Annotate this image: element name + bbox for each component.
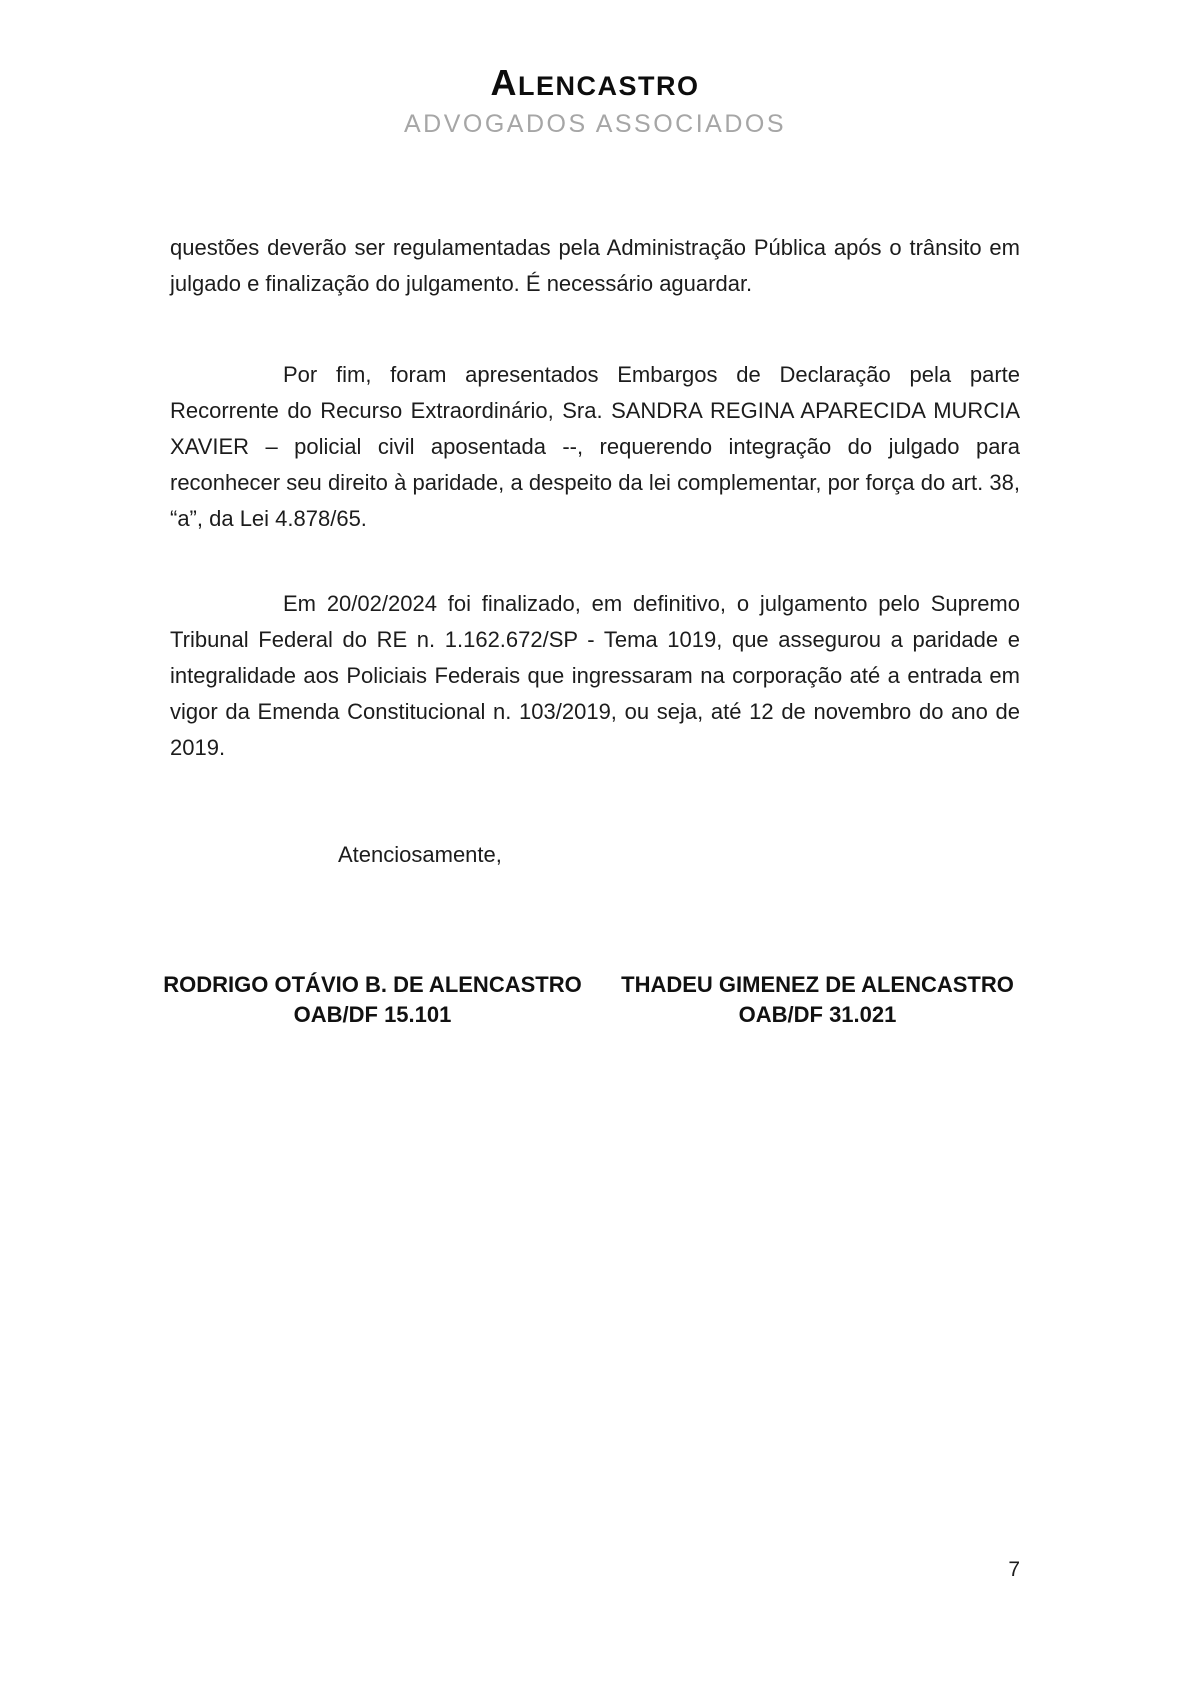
- firm-name: ALENCASTRO: [490, 62, 700, 103]
- signer-oab-left: OAB/DF 15.101: [293, 1002, 452, 1027]
- page-number: 7: [1008, 1558, 1020, 1581]
- paragraph-2: Por fim, foram apresentados Embargos de Declaração pela parte Recorrente do Recurso Extraordinário, Sra. SANDRA REGINA APARECIDA MURCIA XAVIER – policial civil aposentada --, requerendo integração do julgado para reconhecer seu direito à paridade, a despeito da lei complementar, por força do art. 38, “a”, da Lei 4.878/65.: [170, 362, 1020, 531]
- signer-name-left: RODRIGO OTÁVIO B. DE ALENCASTRO: [163, 972, 582, 997]
- letterhead: [0, 0, 1190, 141]
- signature-right: [595, 970, 1040, 1030]
- paragraph-1: questões deverão ser regulamentadas pela Administração Pública após o trânsito em julgado e finalização do julgamento. É necessário aguardar.: [170, 235, 1020, 296]
- signature-left: [150, 970, 595, 1030]
- signer-name-right: THADEU GIMENEZ DE ALENCASTRO: [621, 972, 1014, 997]
- signer-oab-right: OAB/DF 31.021: [738, 1002, 897, 1027]
- firm-subtitle: ADVOGADOS ASSOCIADOS: [403, 110, 787, 138]
- signature-block: [150, 970, 1040, 1030]
- paragraph-3: Em 20/02/2024 foi finalizado, em definitivo, o julgamento pelo Supremo Tribunal Federal do RE n. 1.162.672/SP - Tema 1019, que assegurou a paridade e integralidade aos Policiais Federais que ingressaram na corporação até a entrada em vigor da Emenda Constitucional n. 103/2019, ou seja, até 12 de novembro do ano de 2019.: [170, 591, 1020, 760]
- letter-body: [170, 230, 1020, 873]
- closing-salutation: Atenciosamente,: [338, 842, 502, 867]
